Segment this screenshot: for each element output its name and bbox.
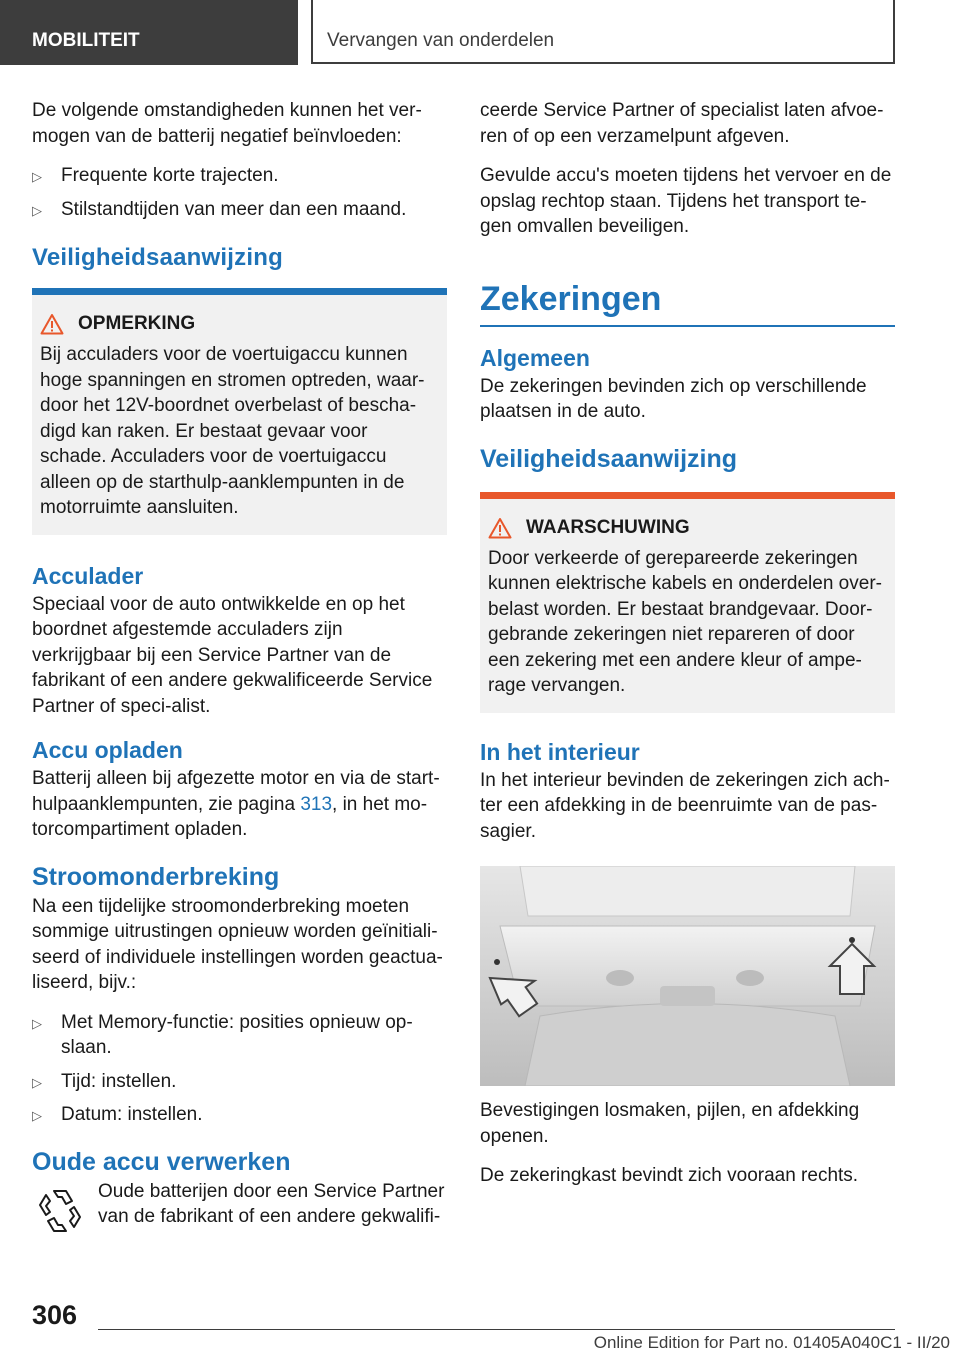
triangle-right-icon: ▷: [32, 169, 42, 184]
photo-caption: Bevestigingen losmaken, pijlen, en afdekking openen.: [480, 1100, 860, 1147]
notice-box: [32, 288, 447, 535]
interrupt-heading: Stroomonderbreking: [32, 862, 280, 891]
fusebox-text: De zekeringkast bevindt zich vooraan rechts.: [480, 1165, 859, 1186]
warning-triangle-icon: [488, 517, 512, 539]
warning-text: Door verkeerde of gerepareerde zekeringen kunnen elektrische kabels en onderdelen over-belast worden. Er bestaat brandgevaar. Door-gebrande zekeringen niet repareren of door een zekering met een andere kleur of ampe-rage vervangen.: [488, 547, 882, 696]
charge-heading: Accu opladen: [32, 737, 183, 763]
notice-title: OPMERKING: [40, 313, 439, 335]
page-link[interactable]: 313: [300, 793, 333, 815]
triangle-right-icon: ▷: [32, 202, 42, 218]
intro-bullet-list: [32, 163, 447, 222]
warning-box: [480, 492, 895, 713]
right-column: [480, 98, 895, 1203]
triangle-right-icon: ▷: [32, 1015, 42, 1031]
footer-divider: [98, 1329, 895, 1330]
list-item: ▷ Met Memory-functie: posities opnieuw op-slaan.: [32, 1011, 413, 1058]
intro-paragraph: De volgende omstandigheden kunnen het ver-mogen van de batterij negatief beïnvloeden:: [32, 100, 422, 147]
edition-footer: Online Edition for Part no. 01405A040C1 - II/20: [593, 1333, 950, 1352]
dispose-heading: Oude accu verwerken: [32, 1147, 291, 1176]
chapter-title: Vervangen van onderdelen: [311, 0, 895, 64]
list-item: ▷ Stilstandtijden van meer dan een maand.: [32, 197, 447, 223]
footwell-photo: [480, 866, 895, 1086]
list-item: ▷ Datum: instellen.: [32, 1102, 447, 1128]
list-item: ▷ Tijd: instellen.: [32, 1069, 447, 1095]
dispose-text: Oude batterijen door een Service Partner van de fabrikant of een andere gekwalifi-: [98, 1180, 445, 1227]
charger-heading: Acculader: [32, 562, 144, 589]
charger-text: Speciaal voor de auto ontwikkelde en op het boordnet afgestemde acculaders zijn verkrijgbaar bij een Service Partner van de fabrikant of een andere gekwalificeerde Service Partner of speci-alist.: [32, 593, 433, 717]
dispose-block: [32, 1179, 447, 1244]
fuses-heading: Zekeringen: [480, 280, 895, 327]
general-heading: Algemeen: [480, 344, 590, 371]
continued-paragraph: ceerde Service Partner of specialist laten afvoe-ren of op een verzamelpunt afgeven.: [480, 100, 884, 147]
left-column: [32, 98, 447, 1244]
recycle-icon: [32, 1183, 88, 1239]
general-text: De zekeringen bevinden zich op verschillende plaatsen in de auto.: [480, 375, 867, 422]
transport-paragraph: Gevulde accu's moeten tijdens het vervoer en de opslag rechtop staan. Tijdens het transport te-gen omvallen beveiligen.: [480, 165, 892, 237]
triangle-right-icon: ▷: [32, 1108, 42, 1123]
charge-text: Batterij alleen bij afgezette motor en via de start-hulpaanklempunten, zie pagina 313, in het mo-torcompartiment opladen.: [32, 768, 440, 840]
safety-heading-right: Veiligheidsaanwijzing: [480, 444, 738, 473]
page-number: 306: [32, 1300, 78, 1330]
interrupt-bullet-list: [32, 1010, 447, 1128]
safety-heading: Veiligheidsaanwijzing: [32, 244, 283, 271]
interrupt-text: Na een tijdelijke stroomonderbreking moeten sommige uitrustingen opnieuw worden geïnitiali-seerd of individuele instellingen worden geactua-liseerd, bijv.:: [32, 895, 443, 993]
section-tab: MOBILITEIT: [0, 0, 298, 65]
interior-heading: In het interieur: [480, 738, 640, 765]
warning-title: WAARSCHUWING: [488, 517, 887, 539]
notice-text: Bij acculaders voor de voertuigaccu kunnen hoge spanningen en stromen optreden, waar-door het 12V-boordnet overbelast of bescha-digd kan raken. Er bestaat gevaar voor schade. Acculaders voor de voertuigaccu alleen op de starthulp-aanklempunten in de motorruimte aansluiten.: [40, 344, 425, 518]
interior-text: In het interieur bevinden de zekeringen zich ach-ter een afdekking in de beenruimte van de pas-sagier.: [480, 769, 890, 842]
list-item: ▷ Frequente korte trajecten.: [32, 163, 447, 189]
warning-triangle-icon: [40, 313, 64, 335]
triangle-right-icon: ▷: [32, 1074, 42, 1090]
